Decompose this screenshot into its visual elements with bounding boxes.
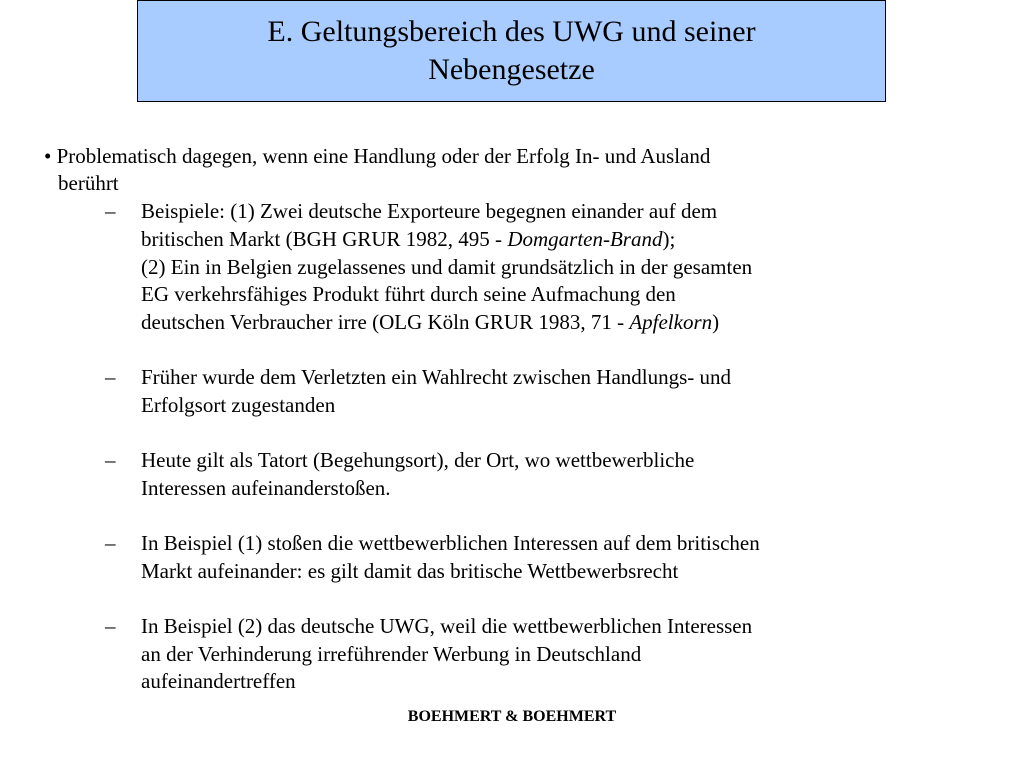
- item-3-line-1: Heute gilt als Tatort (Begehungsort), der Ort, wo wettbewerbliche: [141, 448, 695, 472]
- item-4-line-1: In Beispiel (1) stoßen die wettbewerblichen Interessen auf dem britischen: [141, 531, 760, 555]
- dash-marker-2: –: [105, 365, 116, 389]
- item-2-line-2: Erfolgsort zugestanden: [141, 393, 336, 417]
- dash-marker-4: –: [105, 531, 116, 555]
- main-bullet-line-2: berührt: [58, 171, 119, 195]
- item-1-line-5-text: deutschen Verbraucher irre (OLG Köln GRUR 1983, 71 -: [141, 310, 630, 334]
- dash-marker-5: –: [105, 614, 116, 638]
- main-bullet-line-1: [44, 142, 710, 170]
- item-5-line-1: In Beispiel (2) das deutsche UWG, weil die wettbewerblichen Interessen: [141, 614, 753, 638]
- dash-marker-3: –: [105, 448, 116, 472]
- slide-title-line-2: Nebengesetze: [428, 53, 595, 86]
- item-1-line-4: EG verkehrsfähiges Produkt führt durch seine Aufmachung den: [141, 282, 676, 306]
- slide-title-line-1: E. Geltungsbereich des UWG und seiner: [267, 15, 756, 48]
- item-1-line-5: [141, 308, 719, 336]
- item-1-line-2-text: britischen Markt (BGH GRUR 1982, 495 -: [141, 227, 508, 251]
- item-4-line-2: Markt aufeinander: es gilt damit das britische Wettbewerbsrecht: [141, 559, 679, 583]
- case-name-apfelkorn: Apfelkorn: [629, 310, 713, 334]
- item-1-line-2: [141, 225, 675, 253]
- item-1-line-3: (2) Ein in Belgien zugelassenes und damit grundsätzlich in der gesamten: [141, 255, 753, 279]
- footer-firm-name: BOEHMERT & BOEHMERT: [407, 708, 617, 725]
- item-1-line-1: Beispiele: (1) Zwei deutsche Exporteure begegnen einander auf dem: [141, 199, 718, 223]
- item-5-line-2: an der Verhinderung irreführender Werbung in Deutschland: [141, 642, 642, 666]
- main-bullet-text-1: Problematisch dagegen, wenn eine Handlung oder der Erfolg In- und Ausland: [56, 144, 711, 168]
- item-5-line-3: aufeinandertreffen: [141, 669, 296, 693]
- bullet-icon: •: [44, 144, 52, 168]
- item-2-line-1: Früher wurde dem Verletzten ein Wahlrecht zwischen Handlungs- und: [141, 365, 732, 389]
- dash-marker-1: –: [105, 199, 116, 223]
- case-name-domgarten: Domgarten-Brand: [507, 227, 663, 251]
- item-3-line-2: Interessen aufeinanderstoßen.: [141, 476, 391, 500]
- item-1-line-5-end: ): [712, 310, 720, 334]
- item-1-line-2-end: );: [662, 227, 676, 251]
